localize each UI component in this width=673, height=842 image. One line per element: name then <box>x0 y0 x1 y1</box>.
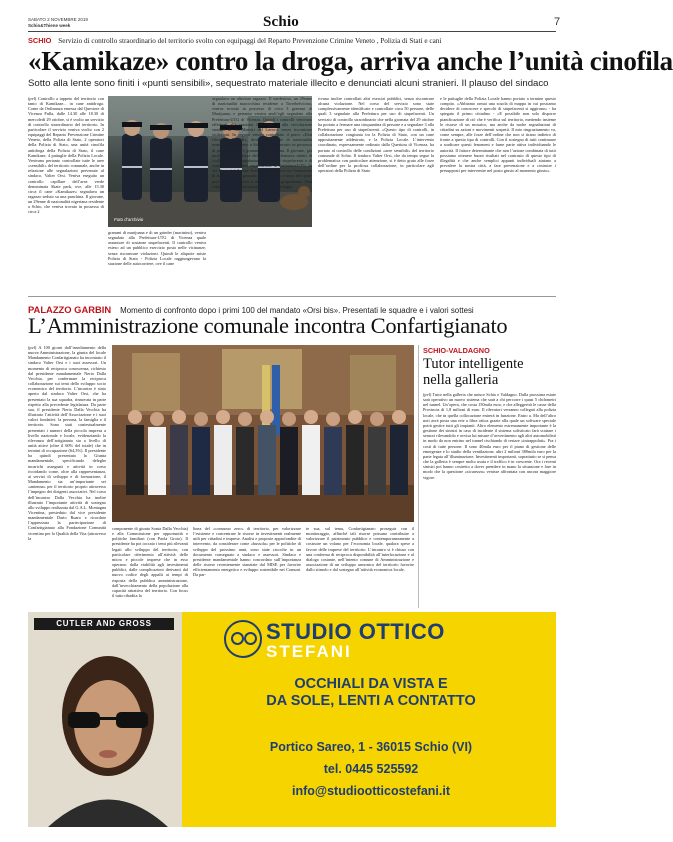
ad-small-brand: CUTLER AND GROSS <box>34 618 174 630</box>
story1-summary: Servizio di controllo straordinario del territorio svolto con equipaggi del Reparto Prevenzione Crimine Veneto , Polizia di Stati e cani <box>58 37 442 45</box>
story1-standfirst: Sotto alla lente sono finiti i «punti sensibili», sequestrato materiale illecito e denunciati alcuni stranieri. Il plauso del sindaco <box>28 78 549 89</box>
story2-column-1: (pvl) A 100 giorni dall’insediamento della nuova Amministrazione, la giunta del locale Mandamento Confartigianato ha incontrato il sindaco Valter Orsi e i suoi assessori. Un momento di reciproca conoscenza, richiesto dal presidente mandamentale Nerio Dalla Vecchia, per confermare la reciproca collaborazione sui temi dello sviluppo socio economico del territorio. L’incontro è stato aperto dal sindaco Valter Orsi, che ha presentato la sua squadra, rinnovata in parte rispetto alla precedente legislatura. Da parte sua, il presidente Nerio Dalla Vecchia ha illustrato l’attività dell’Associazione e i suoi valori fondativi: la persona, la famiglia e il territorio. Sono stati contestualmente presentati i numeri della piccola impresa a livello nazionale e locale, evidenziando la rilevanza dell’artigianato sia a livello di unità attive (oltre il 60% del totale) che in termini di occupazione (64,3%). Il presidente ha quindi presentato la Giunta mandamentale, specificando deleghe incarichi assegnati e attività in corso ricordando come, oltre alla rappresentanza, ai servizi di sviluppo e di formazione, il Mandamento sia un’importante sei «antenna» per il territorio proprio attraverso l’impegno dei dirigenti associativi. Nel corso dell’incontro Dalla Vecchia ha inoltre illustrato l’importante attività di sostegno allo sviluppo realizzata dal G.A.L. Montagna Vicentina, presieduto dal vice presidente mandamentale Dario Ruaro e ricordato l’apprezzata la partecipazione di Confartigianato alla Fondazione Comunità vicentina per la Qualità della Vita (attraverso la <box>28 345 106 541</box>
story2-column-4: te sua, sul tema, Confartigianato proseguir con il monitoraggio, affinché tali risorse possano contribuire a valorizzare il patrimonio pubblico e contemporaneamente a costruire un volano per l’economia locale, qualora spese a favore delle imprese del territorio. L’incontro si è chiuso con una conferma di reciproca disponibilità all’interlocuzione e al dialogo costante, nell’intento comune di Amministrazione e associazione di un sviluppo armonico del territorio favorire dallo stimolo e dal sostegno all’attività economica locale. <box>306 526 414 573</box>
story2-photo <box>112 345 414 522</box>
model-with-glasses-image <box>28 612 182 827</box>
ad-brand-line-2: STEFANI <box>266 642 352 661</box>
story1-photo-caption: Foto d’archivio <box>114 217 144 222</box>
story2-kicker: PALAZZO GARBIN <box>28 304 112 315</box>
ad-address: Portico Sareo, 1 - 36015 Schio (VI) <box>269 740 473 754</box>
story1-column-3: segnalava un ulteriore ragazzo. Il medesimo, un 29enne di nazionalità marocchina residente a Torrebelvicino, veniva trovato in possesso di circa 3 grammi di Marijuana, e pertanto veniva anch’egli segnalato alla Prefettura-UTG di Vicenza. Quindi i controlli venivano effettuati alla stazione ferroviaria e alla circolazione stradale di via Maestri del Lavoro, senza riscontrare violazioni. In seguito veniva controllato il parco «Don Giuseppe Rinaldi», dove un 19enne di nazionalità senegalese, residente a Schio, veniva trovato in possesso di poco meno di 1 grammo di marijuana. Il giovane, già molto noto alle forze dell’ordine, confermava infatti di «collezionare» segnalazioni per uso di stupefacenti e di essere già alla 18ma segnalazione in Prefettura-UTG. In via Baccarini il cane Kamikaze rinveniva un frammento di hashish di un grammo abbandonato a terra del quale però non si riusciva a individuare il proprietario. Non venivano invece riscontrate violazioni di legge <box>212 96 312 189</box>
story1-column-1: (pvl) Controllo a tappeto del territorio con tanto di Kamikaze... in cane antidroga. Come da Ordinanza emessa dal Questore di Vicenza Fulla, dalle 14.30 alle 18.30 di mercoledì 29 ottobre, si è svolto un servizio di controllo straordinario del territorio. In particolare il servizio veniva svolto con 2 equipaggi del Reparto Prevenzione Crimine Veneto, della Polizia di Stato, 2 operatori della Polizia di Stato, una unità cinofila antidroga della Polizia di Stato, il cane Kamikaze, 4 pattuglie della Polizia Locale. Venivano pertanto controllate tutte le aree «sensibili» del territorio comunale, anche in relazione alle segnalazioni pervenute al sindaco, Valter Orsi. Veniva eseguito un controllo capillare dell’area verde denominata Skate park, ove, alle 15.30 circa il cane «Kamikaze» segnalava un ragazzo seduto su una panchina. Il giovane, un 29enne di nazionalità nigeriana residente a Schio, che veniva trovato in possesso di circa 2 <box>28 96 104 215</box>
story-divider <box>28 296 556 297</box>
story3-headline-line-2: nella galleria <box>423 372 499 388</box>
story3-headline-line-1: Tutor intelligente <box>423 356 524 372</box>
story2-column-2: componente di giunta Sonia Dalla Vecchia) e alla Commissione per opportunità e politiche familiari (con Paola Groto). Il presidente ha poi toccato i temi più rilevanti legati allo sviluppo del territorio, con particolare riferimento all’attività delle micro e piccole imprese che in esso operano: dalla viabilità agli investimenti pubblici, dalle complicazioni derivanti dal nuovo codice degli appalti ai tempi di risposta della pubblica amministrazione, dall’invecchiamento della popolazione alla capacità attrattiva del territorio. Con focus il tutto ribadita la <box>112 526 188 599</box>
story3-headline <box>423 356 524 388</box>
ad-brand-line-1: STUDIO OTTICO <box>266 619 445 644</box>
story1-column-2: grammi di marijuana e di un grinder (macinino), veniva segnalato alla Prefettura-UTG di Vicenza quale assuntore di sostanze stupefacenti. Il controllo veniva esteso ad un pubblico esercizio posto nelle vicinanze, senza riscontrare violazioni. Quindi le aliquote miste Polizia di Stato - Polizia Locale raggiungevano la stazione delle autocorriere, ove il cane <box>108 230 206 266</box>
ad-model-photo <box>28 612 182 827</box>
story1-kicker-line <box>28 36 558 45</box>
masthead-date: SABATO 2 NOVEMBRE 2019 <box>28 17 88 22</box>
meeting-group-photo <box>112 345 414 522</box>
optician-advertisement[interactable] <box>28 612 556 827</box>
story1-headline: «Kamikaze» contro la droga, arriva anche l’unità cinofila <box>28 46 673 76</box>
page-number: 7 <box>554 16 561 28</box>
masthead-publication: Schio&Thiene week <box>28 23 71 28</box>
ad-phone[interactable]: tel. 0445 525592 <box>323 762 419 776</box>
ad-tagline-line-2: DA SOLE, LENTI A CONTATTO <box>266 693 476 709</box>
story1-column-4: rivano inoltre controllati altri esercizi pubblici, senza riscontrare alcuna violazione. Nel corso del servizio sono state complessivamente identificate e controllate circa 50 persone, delle quali 3 segnalate alla Prefettura per uso di stupefacenti. Un servizio di controllo straordinario che nella giornata del 29 ottobre ha portato a fermare una cinquantina di persone e a segnalare 3 alla Prefettura per uso di stupefacenti. «Questo tipo di controlli, in collaborazione congiunta tra la Polizia di Stato, con un cane appositamente addestrato, e la Polizia Locale. L’intervento coordinato, espressamente ordinato dalla Questura di Vicenza, ha portato al controllo delle condizioni «aree sensibili» del territorio comunale di Schio. Il sindaco Valter Orsi, che da tempo segue la problematica con particolare attenzione, si è detto grato alle forze dell’ordine per la proficua collaborazione, in particolare agli operatori della Polizia di Stato <box>318 96 434 174</box>
column-divider <box>418 345 419 608</box>
masthead-rule <box>28 31 556 32</box>
story3-body: (pvl) Tutor nella galleria che unisce Schio e Valdagno. Dalla prossima estate sarà operativo un nuovo sistema che sarà a chi percorre i quasi 5 chilometri nel tunnel. Un’opera, che costa 150mila euro, e che alleggerirà le casse della Provincia di 1,8 milioni di euro. Il rilevatori verranno collegati alla polizia locale, che in quella collocazione entrerà in funzione. Entro a. Ma dell’altro noti avrà posta una rete a fibra ottica grazie alla quale un software speciale potrà gestire tutti gli impianti. Altro elemento estremamente importante è la gestione dei sinistri in caso di incidente il sistema sofisticato farà scattare i sensori rilevandolo e avvisa lui misure d’avvertimento agli altri automobilisti in modo da non entrino nel tunnel rischiando di restare «intrappolati». Fra i costi di tutte persone. Il sono 40mila euro per il piano di gestione delle emergenze e lo studio della ventilazione, altri 2 milioni 380mila euro per la parte legata all’illuminazione. Investimenti importanti, soprattutto se si pensa che la galleria è sempre molto usata e il traffico è in crescente. Ora i recenti sinistri poi hanno costretto a dover prendere in mano la situazione e fare in modo che la questione «sicurezza» venisse affrontata con ancora maggiore vigore. <box>423 392 556 480</box>
story1-kicker: SCHIO <box>28 36 52 45</box>
section-logo: Schio <box>263 14 300 30</box>
ad-email-link[interactable]: info@studiootticostefani.it <box>291 784 450 798</box>
story1-column-5: e le pattuglie della Polizia Locale hanno portato a termine questo compito. «Abbiamo ormai una scuola di mappa in cui possiamo decidere di conoscere e specchi di stupefacenti si aggirano» - ha spiegato il primo cittadino - «E possibile non solo disporre pianificazione di ciò che è verifica sul territorio, mettendo insieme le risorse di un mosaico, ma anche da molte segnalazioni di cittadini su azioni e movimenti sospetti. Il mio ringraziamento va, come sempre, alle forze dell’ordine che non si tirano indietro di fronte a questo tipo di controlli. Con il sostegno di tutti continuare a sradicare questi fenomeni e farne parte attiva individuando le autorità. Il fattore determinante che non l’azione combinata di tutti possiamo ottenere buoni risultati nel contrasto di questo tipo di illegalità e che anche semplici appunti individuali aiutano a prevalere la nostra città, a fare prevenzione e a costruire i presupposti per intervenire nel posto giusto al momento giusto». <box>440 96 556 174</box>
story2-column-3: linea del «consumo zero» di territorio, per valorizzare l’esistente e concentrare le risorse in investimenti realmente utili per cittadini e imprese. Analisi e proposte approfondite di intervento, da considerare come «bussola» per le politiche di sviluppo del prossimo anni, sono state raccolte in un documento consegnato a sindaco e assessori. Sindaco e presidente mandamentale hanno concordato sull’importanza delle risorse recentemente stanziate dal MISE per favorire efficientamento energetico e sviluppo sostenibile nei Comuni. Da par- <box>193 526 301 578</box>
story2-summary: Momento di confronto dopo i primi 100 del mandato «Orsi bis». Presentati le squadre e i valori sottesi <box>120 306 474 315</box>
story3-kicker: SCHIO-VALDAGNO <box>423 346 490 355</box>
story2-headline: L’Amministrazione comunale incontra Confartigianato <box>28 313 508 338</box>
ad-logo-icon <box>224 620 262 658</box>
ad-tagline-line-1: OCCHIALI DA VISTA E <box>294 676 448 692</box>
